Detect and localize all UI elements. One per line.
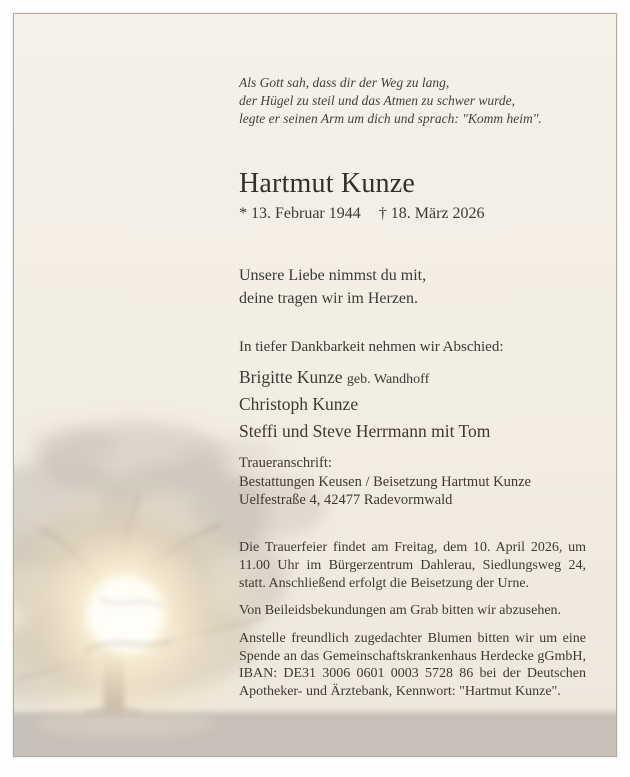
- mourner-row: [239, 365, 586, 392]
- mourner-row: [239, 419, 586, 446]
- motto-line: deine tragen wir im Herzen.: [239, 290, 419, 307]
- death-date: † 18. März 2026: [378, 205, 485, 222]
- verse-line: Als Gott sah, dass dir der Weg zu lang,: [239, 75, 450, 90]
- mourner-name-suffix: geb. Wandhoff: [346, 372, 430, 387]
- funeral-address-line: Uelfestraße 4, 42477 Radevormwald: [239, 492, 453, 508]
- mourner-name: Brigitte Kunze: [239, 367, 343, 387]
- memorial-card: [13, 13, 617, 757]
- life-dates: [239, 204, 586, 224]
- mourner-row: [239, 392, 586, 419]
- verse-line: legte er seinen Arm um dich und sprach: "Komm heim".: [239, 111, 542, 126]
- mourner-name: Steffi und Steve Herrmann mit Tom: [239, 421, 491, 441]
- funeral-address-line: Bestattungen Keusen / Beisetzung Hartmut Kunze: [239, 473, 531, 490]
- farewell-intro: In tiefer Dankbarkeit nehmen wir Abschied:: [239, 339, 504, 355]
- mourner-name: Christoph Kunze: [239, 394, 359, 414]
- donation-request-paragraph: Anstelle freundlich zugedachter Blumen bitten wir um eine Spende an das Gemeinschaftskrankenhaus Herdecke gGmbH, IBAN: DE31 3006 0601 0003 5728 86 bei der Deutschen Apotheker- und Ärztebank, Kennwort: "Hartmut Kunze".: [239, 631, 586, 699]
- motto: [239, 264, 586, 310]
- service-details-paragraph: Die Trauerfeier findet am Freitag, dem 10. April 2026, um 11.00 Uhr im Bürgerzentrum Dahlerau, Siedlungsweg 24, statt. Anschließend erfolgt die Beisetzung der Urne.: [239, 540, 586, 591]
- mourners-list: [239, 365, 586, 446]
- deceased-name: Hartmut Kunze: [239, 168, 415, 199]
- motto-line: Unsere Liebe nimmst du mit,: [239, 267, 427, 284]
- birth-date: * 13. Februar 1944: [239, 205, 361, 222]
- funeral-address: [239, 454, 586, 510]
- funeral-address-label: Traueranschrift:: [239, 455, 332, 471]
- opening-verse: [239, 74, 586, 128]
- verse-line: der Hügel zu steil und das Atmen zu schwer wurde,: [239, 93, 515, 108]
- notice-text-column: [14, 14, 616, 756]
- condolence-note: Von Beileidsbekundungen am Grab bitten wir abzusehen.: [239, 603, 562, 618]
